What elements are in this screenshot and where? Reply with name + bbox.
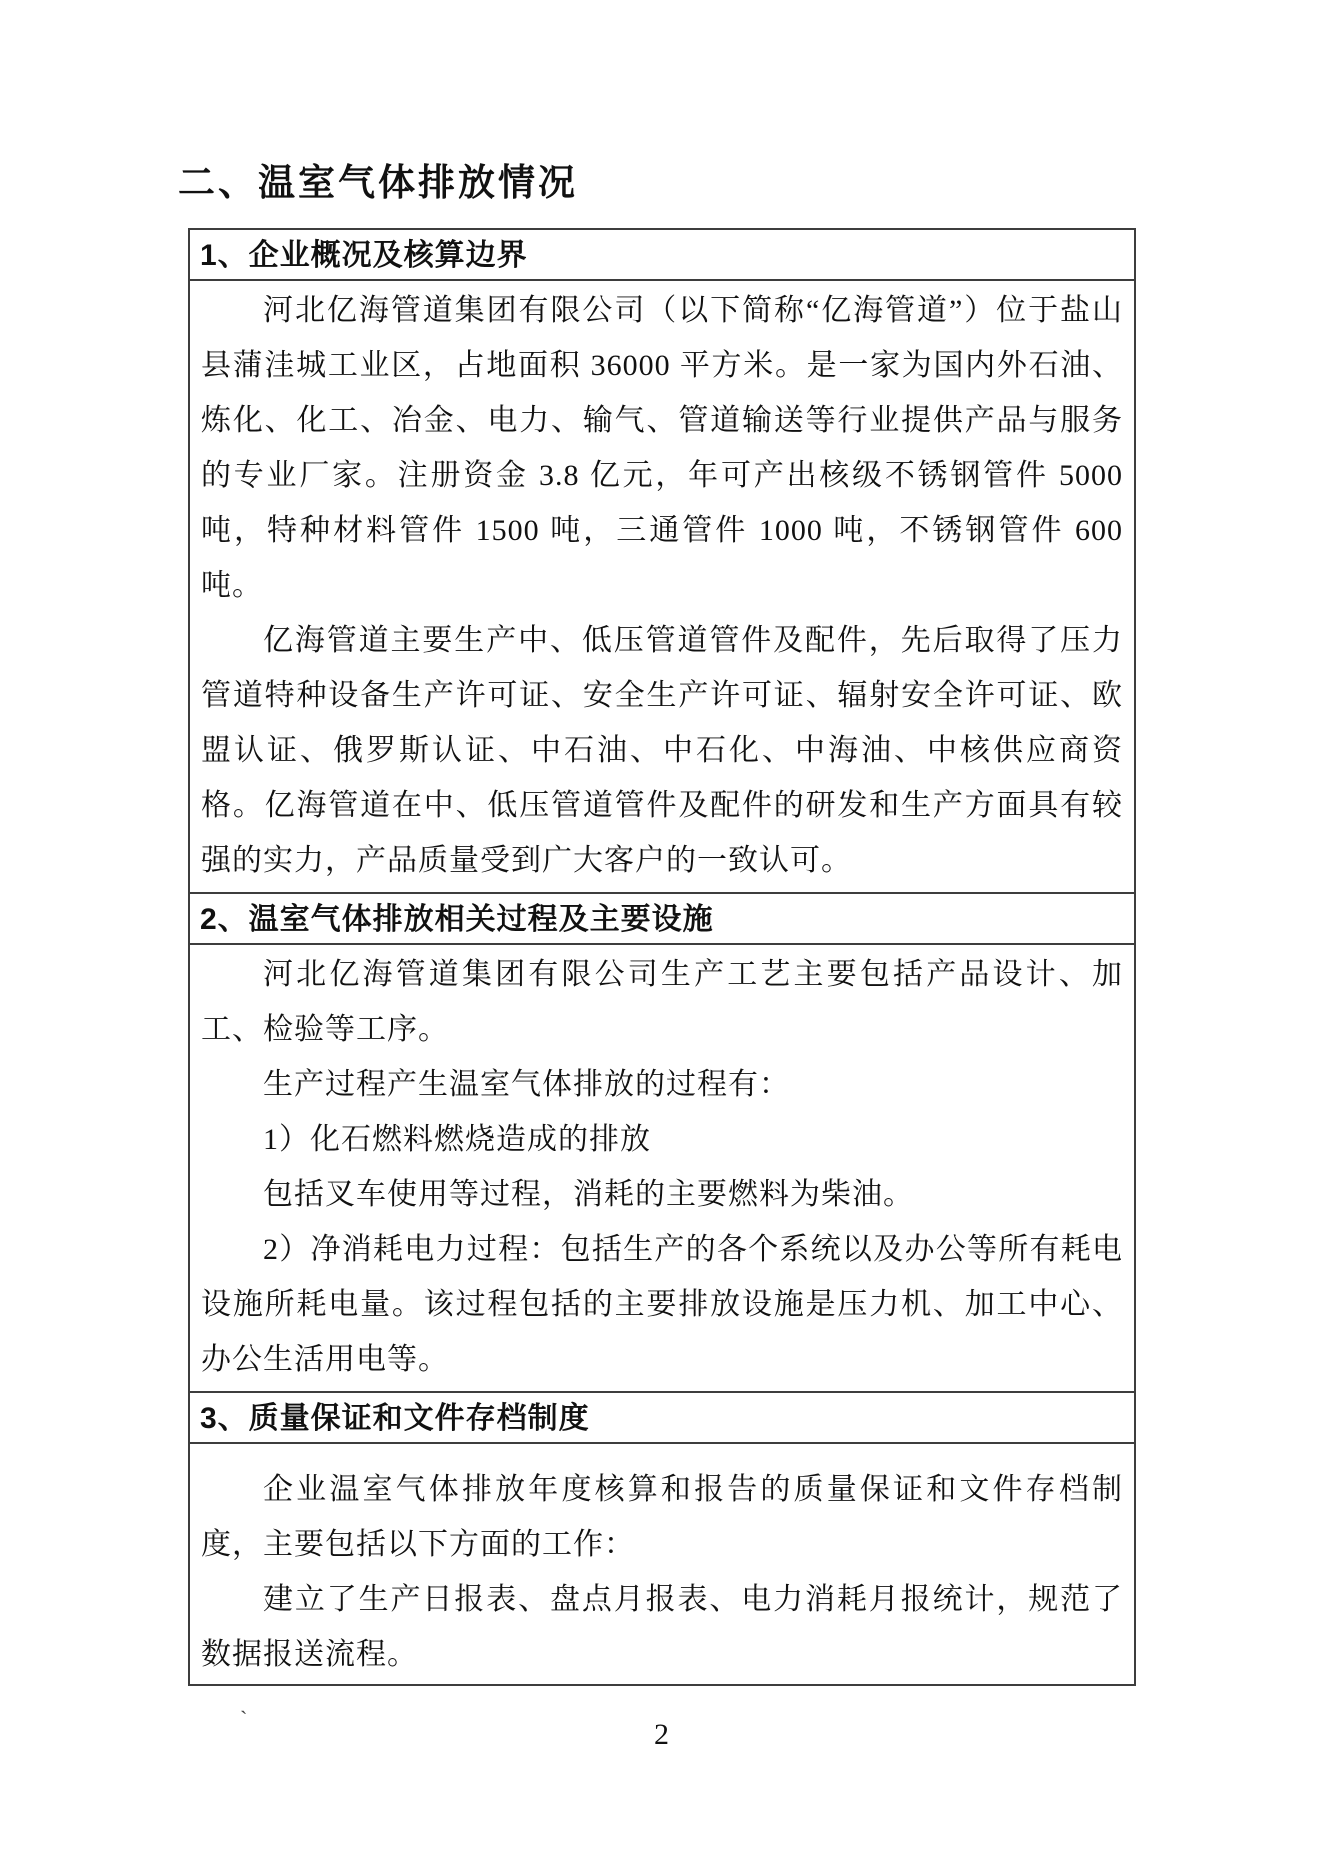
page-number: 2 — [654, 1718, 669, 1751]
section-2-body-row — [189, 944, 1135, 1392]
section-1-body-row — [189, 280, 1135, 893]
section-2-heading: 2、温室气体排放相关过程及主要设施 — [189, 893, 1135, 944]
paragraph-item-fossil-fuel: 1）化石燃料燃烧造成的排放 — [263, 1123, 651, 1156]
paragraph-company-qualifications: 亿海管道主要生产中、低压管道管件及配件，先后取得了压力管道特种设备生产许可证、安全生产许可证、辐射安全许可证、欧盟认证、俄罗斯认证、中石油、中石化、中海油、中核供应商资格。亿海管道在中、低压管道管件及配件的研发和生产方面具有较强的实力，产品质量受到广大客户的一致认可。 — [201, 624, 1123, 877]
paragraph-item-fossil-fuel-detail: 包括叉车使用等过程，消耗的主要燃料为柴油。 — [263, 1178, 914, 1211]
section-3-content — [189, 1443, 1135, 1685]
section-2-header-row — [189, 893, 1135, 944]
paragraph-company-overview: 河北亿海管道集团有限公司（以下简称“亿海管道”）位于盐山县蒲洼城工业区，占地面积 36000 平方米。是一家为国内外石油、炼化、化工、冶金、电力、输气、管道输送等行业提供产品与服务的专业厂家。注册资金 3.8 亿元，年可产出核级不锈钢管件 5000 吨，特种材料管件 1500 吨，三通管件 1000 吨，不锈钢管件 600 吨。 — [201, 294, 1123, 602]
section-1-heading: 1、企业概况及核算边界 — [189, 229, 1135, 280]
paragraph-process-intro: 河北亿海管道集团有限公司生产工艺主要包括产品设计、加工、检验等工序。 — [201, 958, 1123, 1046]
stray-mark: ` — [240, 1706, 248, 1731]
page-title: 二、温室气体排放情况 — [178, 162, 578, 203]
paragraph-qa-system-reports: 建立了生产日报表、盘点月报表、电力消耗月报统计，规范了数据报送流程。 — [201, 1583, 1123, 1671]
paragraph-emission-processes-lead: 生产过程产生温室气体排放的过程有： — [263, 1068, 790, 1101]
section-1-header-row — [189, 229, 1135, 280]
section-2-content — [189, 944, 1135, 1392]
section-3-body-row — [189, 1443, 1135, 1685]
ghg-report-table — [188, 228, 1136, 1686]
paragraph-item-electricity: 2）净消耗电力过程：包括生产的各个系统以及办公等所有耗电设施所耗电量。该过程包括的主要排放设施是压力机、加工中心、办公生活用电等。 — [201, 1233, 1123, 1376]
section-3-header-row — [189, 1392, 1135, 1443]
paragraph-qa-system-intro: 企业温室气体排放年度核算和报告的质量保证和文件存档制度，主要包括以下方面的工作： — [201, 1473, 1123, 1561]
section-1-content — [189, 280, 1135, 893]
section-3-heading: 3、质量保证和文件存档制度 — [189, 1392, 1135, 1443]
